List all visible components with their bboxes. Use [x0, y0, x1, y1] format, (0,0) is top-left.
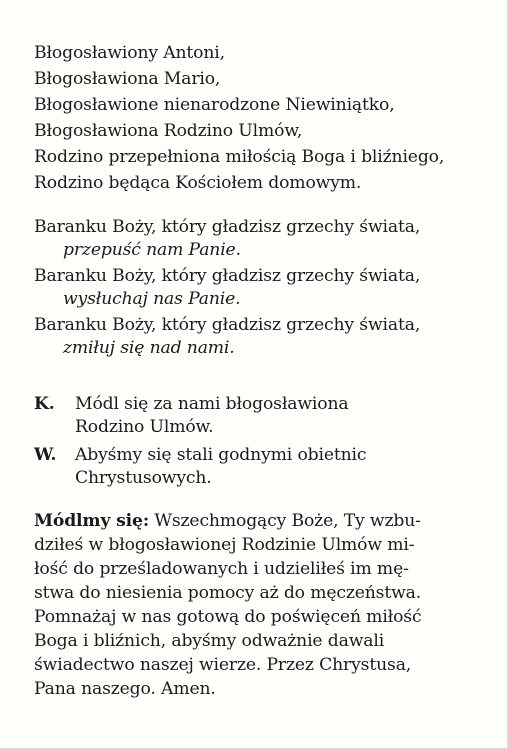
- versicle-line: Módl się za nami błogosławiona: [75, 394, 349, 414]
- prayer-line: stwa do niesienia pomocy aż do męczeństwa.: [34, 583, 422, 603]
- prayer-line: świadectwo naszej wierze. Przez Chrystusa,: [34, 655, 412, 675]
- agnus-call: Baranku Boży, który gładzisz grzechy świata,: [34, 315, 421, 335]
- agnus-response: wysłuchaj nas Panie.: [63, 289, 241, 309]
- prayer-line: dziłeś w błogosławionej Rodzinie Ulmów mi-: [34, 535, 415, 555]
- prayer-first-line: [34, 510, 421, 533]
- prayer-text: Wszechmogący Boże, Ty wzbu-: [149, 511, 421, 531]
- response-line: Abyśmy się stali godnymi obietnic: [75, 445, 367, 465]
- prayer-line: Boga i bliźnich, abyśmy odważnie dawali: [34, 631, 385, 651]
- response-line: Chrystusowych.: [75, 468, 212, 488]
- prayer-label: Módlmy się:: [34, 511, 150, 531]
- prayer-line: Pomnażaj w nas gotową do poświęceń miłość: [34, 607, 422, 627]
- litany-line: Błogosławiona Mario,: [34, 69, 221, 89]
- versicle-line: Rodzino Ulmów.: [75, 417, 214, 437]
- litany-line: Błogosławione nienarodzone Niewiniątko,: [34, 95, 395, 115]
- agnus-call: Baranku Boży, który gładzisz grzechy świata,: [34, 266, 421, 286]
- litany-line: Rodzino przepełniona miłością Boga i bliźniego,: [34, 147, 445, 167]
- prayer-line: łość do prześladowanych i udzieliłeś im mę-: [34, 559, 409, 579]
- litany-line: Błogosławiona Rodzino Ulmów,: [34, 121, 303, 141]
- prayer-line: Pana naszego. Amen.: [34, 679, 216, 699]
- response-mark: W.: [34, 445, 57, 465]
- agnus-response: przepuść nam Panie.: [63, 240, 241, 260]
- litany-line: Błogosławiony Antoni,: [34, 43, 225, 63]
- agnus-response: zmiłuj się nad nami.: [63, 338, 235, 358]
- agnus-call: Baranku Boży, który gładzisz grzechy świata,: [34, 217, 421, 237]
- versicle-mark: K.: [34, 394, 55, 414]
- litany-line: Rodzino będąca Kościołem domowym.: [34, 173, 362, 193]
